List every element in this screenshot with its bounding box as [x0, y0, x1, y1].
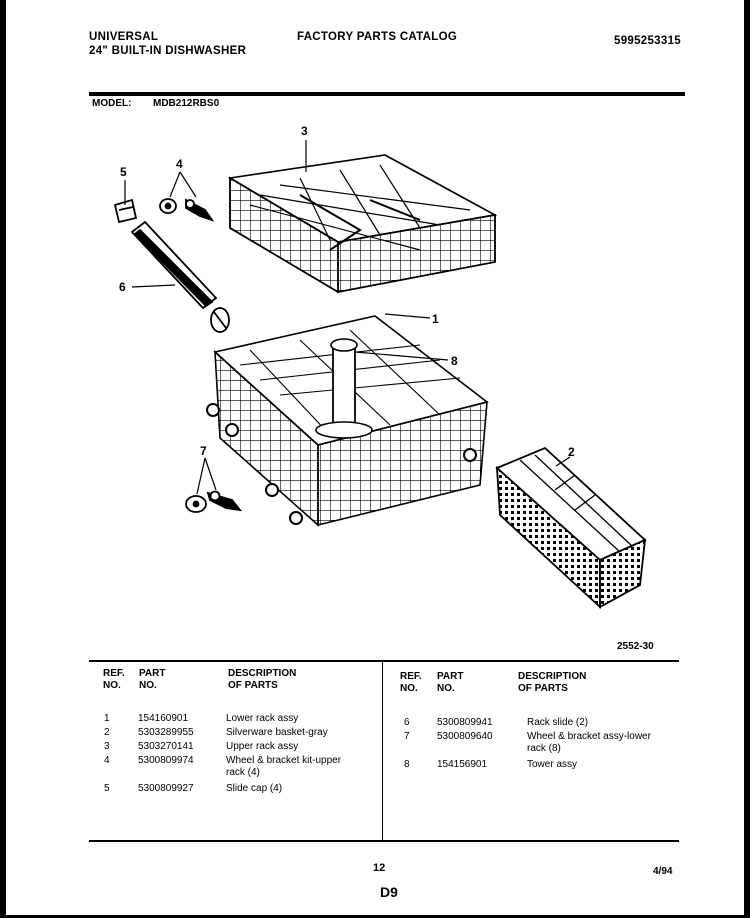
row-part: 154160901 [138, 713, 189, 724]
drawing-number: 2552-30 [617, 641, 654, 652]
row-part: 154156901 [437, 759, 488, 770]
row-ref: 4 [104, 755, 110, 766]
row-part: 5303289955 [138, 727, 194, 738]
row-ref: 3 [104, 741, 110, 752]
row-ref: 7 [404, 731, 410, 742]
row-desc: Tower assy [527, 759, 578, 770]
header-desc-left: DESCRIPTION OF PARTS [228, 668, 297, 691]
callout-4: 4 [176, 157, 183, 171]
row-desc: Lower rack assy [226, 713, 299, 724]
row-part: 5303270141 [138, 741, 194, 752]
row-part: 5300809640 [437, 731, 493, 742]
row-desc: Silverware basket-gray [226, 727, 328, 738]
callout-7: 7 [200, 444, 207, 458]
table-divider [382, 662, 383, 840]
row-ref: 5 [104, 783, 110, 794]
header-part-right: PART NO. [437, 671, 464, 694]
catalog-number: 5995253315 [614, 35, 681, 47]
table-top-rule [89, 660, 679, 662]
lower-wheel-bracket [186, 492, 240, 513]
header-ref-right: REF. NO. [400, 671, 422, 694]
header-desc-right: DESCRIPTION OF PARTS [518, 671, 587, 694]
header-part-left: PART NO. [139, 668, 166, 691]
brand-name: UNIVERSAL [89, 31, 159, 43]
header-ref-left: REF. NO. [103, 668, 125, 691]
rack-slide [132, 222, 229, 332]
callout-1: 1 [432, 312, 439, 326]
callout-2: 2 [568, 445, 575, 459]
row-desc: Slide cap (4) [226, 783, 283, 794]
row-ref: 1 [104, 713, 110, 724]
row-part: 5300809941 [437, 717, 493, 728]
callout-8: 8 [451, 354, 458, 368]
table-bottom-rule [89, 840, 679, 842]
row-part: 5300809927 [138, 783, 194, 794]
page-number: 12 [373, 862, 386, 874]
row-desc: Wheel & bracket kit-upper rack (4) [226, 755, 342, 778]
row-desc: Rack slide (2) [527, 717, 589, 728]
model-number: MDB212RBS0 [153, 98, 220, 109]
callout-6: 6 [119, 280, 126, 294]
row-ref: 8 [404, 759, 410, 770]
row-desc: Upper rack assy [226, 741, 299, 752]
callout-5: 5 [120, 165, 127, 179]
row-desc: Wheel & bracket assy-lower rack (8) [527, 731, 651, 754]
row-ref: 6 [404, 717, 410, 728]
product-name: 24" BUILT-IN DISHWASHER [89, 45, 247, 57]
row-part: 5300809974 [138, 755, 194, 766]
callout-3: 3 [301, 124, 308, 138]
section-code: D9 [380, 884, 398, 900]
upper-wheel-bracket [160, 199, 212, 220]
model-label: MODEL: [92, 98, 132, 109]
silverware-basket [497, 448, 645, 607]
upper-rack [230, 155, 495, 292]
revision-date: 4/94 [653, 866, 673, 877]
lower-rack [215, 316, 487, 525]
row-ref: 2 [104, 727, 110, 738]
catalog-title: FACTORY PARTS CATALOG [297, 31, 458, 43]
